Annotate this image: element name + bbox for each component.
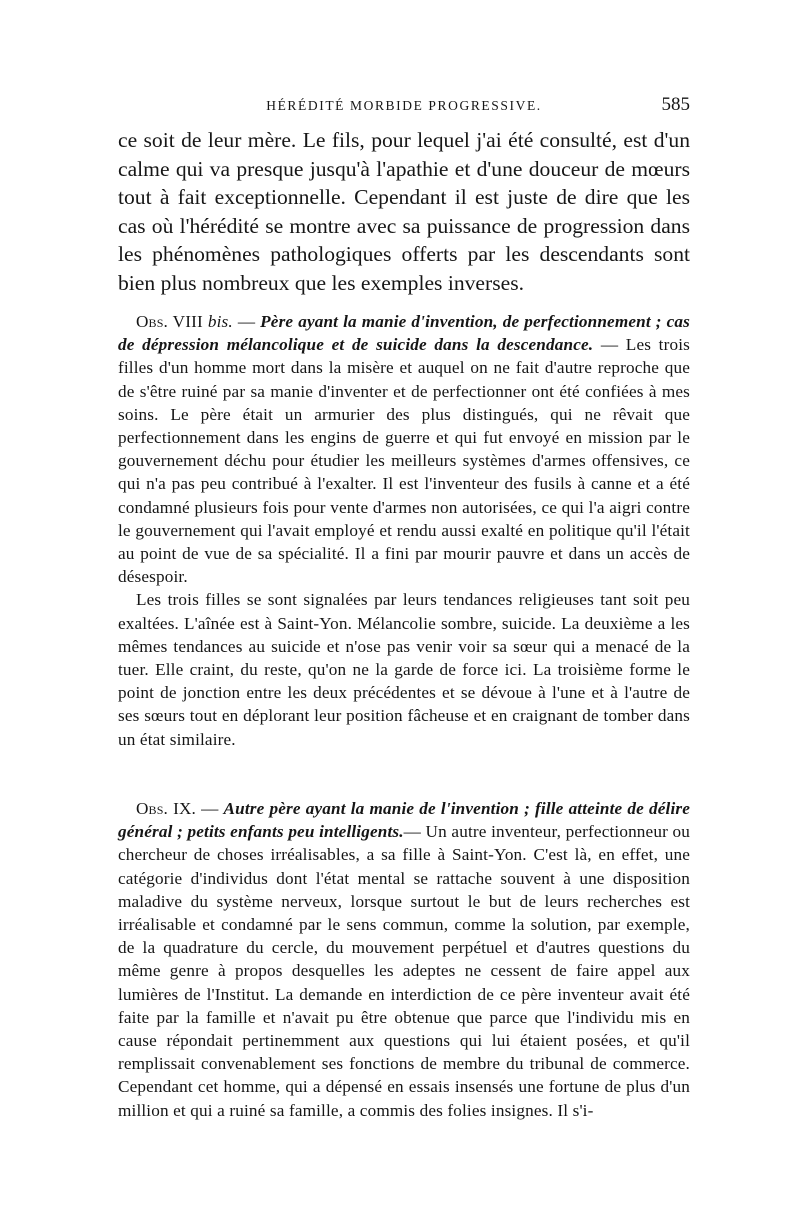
observation-viii-dash: — [232, 312, 261, 331]
observation-ix-label: Obs. IX. [136, 799, 196, 818]
observation-viii-title: Père ayant la manie d'invention, de perfectionnement ; cas de dépression mélancolique et de suicide dans la descendance. [118, 312, 690, 355]
observation-viii-paragraph-2: Les trois filles se sont signalées par leurs tendances religieuses tant soit peu exaltées. L'aînée est à Saint-Yon. Mélancolie sombre, suicide. La deuxième a les mêmes tendances au suicide et n'ose pas venir voir sa sœur qui a menacé de la tuer. Elle craint, du reste, qu'on ne la garde de force ici. La troisième forme le point de jonction entre les deux précédentes et se dévoue à l'une et à l'autre de ses sœurs tout en déplorant leur position fâcheuse et en craignant de tomber dans un état similaire. [118, 590, 690, 749]
intro-text: ce soit de leur mère. Le fils, pour lequel j'ai été consulté, est d'un calme qui va presque jusqu'à l'apathie et d'une douceur de mœurs tout à fait exceptionnelle. Cependant il est juste de dire que les cas où l'hérédité se montre avec sa puissance de progression dans les phénomènes pathologiques offerts par les descendants sont bien plus nombreux que les exemples inverses. [118, 128, 690, 295]
observation-ix-dash: — [195, 799, 224, 818]
running-title: HÉRÉDITÉ MORBIDE PROGRESSIVE. [266, 98, 542, 113]
observation-ix [118, 797, 690, 1122]
observation-viii-body-1: — Les trois filles d'un homme mort dans la misère et auquel on ne fait d'autre reproche que de s'être ruiné par sa manie d'inventer et de perfectionner ont été confiées à mes soins. Le père était un armurier des plus distingués, qui ne rêvait que perfectionnement dans les engins de guerre et qui fut envoyé en mission par le gouvernement déchu pour étudier les meilleurs systèmes d'armes offensives, ce qui n'a pas peu contribué à l'exalter. Il est l'inventeur des fusils à canne et a été condamné plusieurs fois pour vente d'armes non autorisées, ce qui l'a aigri contre le gouvernement qui l'avait employé et rendu aussi exalté en politique qu'il l'était au point de vue de sa spécialité. Il a fini par mourir pauvre et dans un accès de désespoir. [118, 335, 690, 587]
running-header [118, 96, 690, 120]
observation-viii-bis: bis. [207, 312, 233, 331]
intro-paragraph [118, 126, 690, 298]
observation-viii-paragraph-1 [118, 310, 690, 588]
observation-viii-label: Obs. VIII [136, 312, 203, 331]
page-number: 585 [661, 94, 690, 115]
observation-ix-title: Autre père ayant la manie de l'invention ; fille atteinte de délire général ; petits enfants peu intelligents. [118, 799, 690, 842]
observation-viii-bis [118, 310, 690, 751]
observation-ix-body: — Un autre inventeur, perfectionneur ou chercheur de choses irréalisables, a sa fille à Saint-Yon. C'est là, en effet, une catégorie d'individus dont l'état mental se rattache souvent à une disposition maladive du système nerveux, lorsque surtout le but de leurs recherches est irréalisable et condamné par le sens commun, comme la solution, par exemple, de la quadrature du cercle, du mouvement perpétuel et d'autres questions du même genre à propos desquelles les adeptes ne cessent de faire appel aux lumières de l'Institut. La demande en interdiction de ce père inventeur avait été faite par la famille et n'avait pu être obtenue que parce que l'individu mis en cause répondait pertinemment aux questions qui lui étaient posées, et qu'il remplissait convenablement ses fonctions de membre du tribunal de commerce. Cependant cet homme, qui a dépensé en essais insensés une fortune de plus d'un million et qui a ruiné sa famille, a commis des folies insignes. Il s'i- [118, 822, 690, 1120]
observation-ix-paragraph [118, 797, 690, 1122]
